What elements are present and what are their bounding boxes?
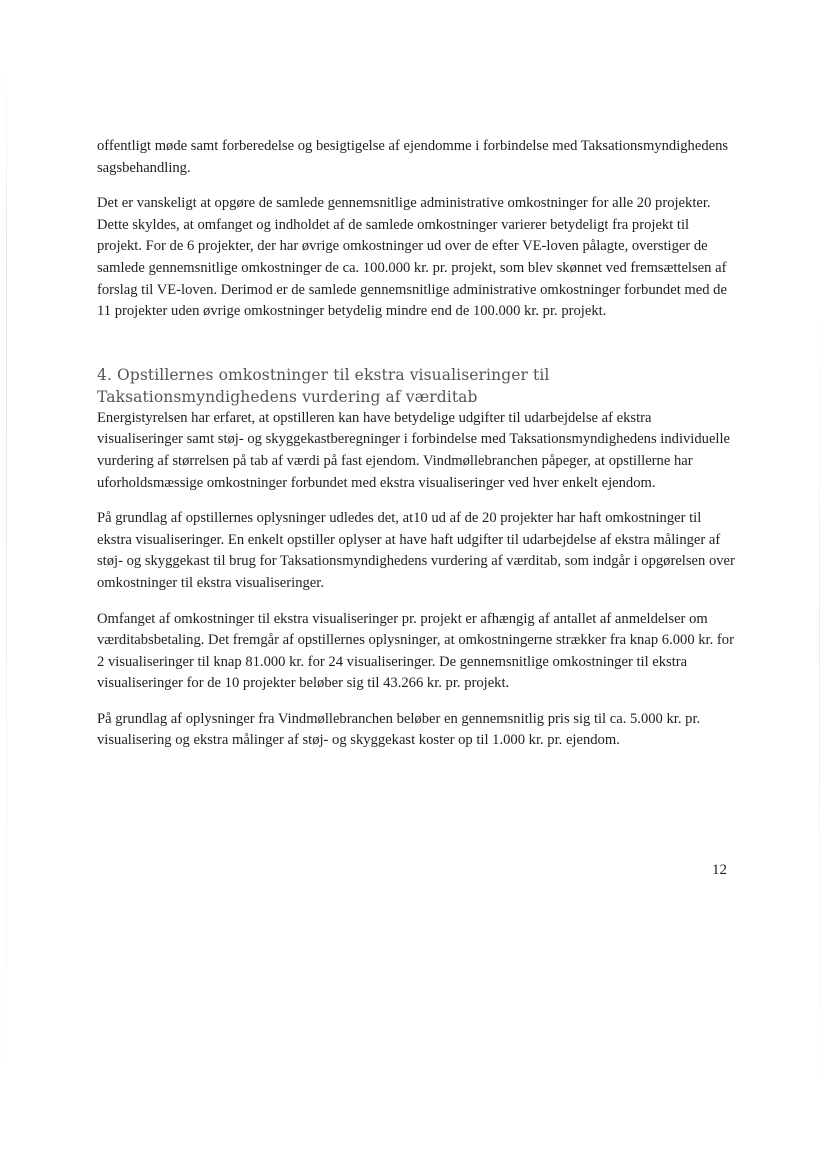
paragraph-intro-2: Det er vanskeligt at opgøre de samlede gennemsnitlige administrative omkostninger for alle 20 projekter. Dette skyldes, at omfanget og indholdet af de samlede omkostninger varierer betydeligt fra projekt til projekt. For de 6 projekter, der har øvrige omkostninger ud over de efter VE-loven pålagte, overstiger de samlede gennemsnitlige omkostninger de ca. 100.000 kr. pr. projekt, som blev skønnet ved fremsættelsen af forslag til VE-loven. Derimod er de samlede gennemsnitlige administrative omkostninger forbundet med de 11 projekter uden øvrige omkostninger betydelig mindre end de 100.000 kr. pr. projekt. bbox=[97, 195, 727, 320]
paragraph-section-3: Omfanget af omkostninger til ekstra visualiseringer pr. projekt er afhængig af antallet af anmeldelser om værditabsbetaling. Det fremgår af opstillernes oplysninger, at omkostningerne strækker fra knap 6.000 kr. for 2 visualiseringer til knap 81.000 kr. for 24 visualiseringer. De gennemsnitlige omkostninger til ekstra visualiseringer for de 10 projekter beløber sig til 43.266 kr. pr. projekt. bbox=[97, 610, 734, 692]
section-heading: 4. Opstillernes omkostninger til ekstra visualiseringer til Taksationsmyndighedens vurdering af værditab bbox=[97, 365, 550, 406]
paragraph-section-4: På grundlag af oplysninger fra Vindmøllebranchen beløber en gennemsnitlig pris sig til ca. 5.000 kr. pr. visualisering og ekstra målinger af støj- og skyggekast koster op til 1.000 kr. pr. ejendom. bbox=[97, 710, 701, 749]
paragraph-intro-1: offentligt møde samt forberedelse og besigtigelse af ejendomme i forbindelse med Taksationsmyndighedens sagsbehandling. bbox=[97, 138, 729, 176]
page-number: 12 bbox=[712, 862, 727, 878]
page-body bbox=[97, 136, 737, 752]
scan-edge-right bbox=[819, 300, 820, 1120]
scan-edge-left bbox=[6, 60, 7, 1100]
paragraph-section-2: På grundlag af opstillernes oplysninger udledes det, at10 ud af de 20 projekter har haft omkostninger til ekstra visualiseringer. En enkelt opstiller oplyser at have haft udgifter til udarbejdelse af ekstra målinger af støj- og skyggekast til brug for Taksationsmyndighedens vurdering af værditab, som indgår i opgørelsen over omkostninger til ekstra visualiseringer. bbox=[97, 510, 735, 591]
paragraph-section-1: Energistyrelsen har erfaret, at opstilleren kan have betydelige udgifter til udarbejdelse af ekstra visualiseringer samt støj- og skyggekastberegninger i forbindelse med Taksationsmyndighedens individuelle vurdering af størrelsen på tab af værdi på fast ejendom. Vindmøllebranchen påpeger, at opstillerne har uforholdsmæssige omkostninger forbundet med ekstra visualiseringer ved hver enkelt ejendom. bbox=[97, 409, 731, 491]
